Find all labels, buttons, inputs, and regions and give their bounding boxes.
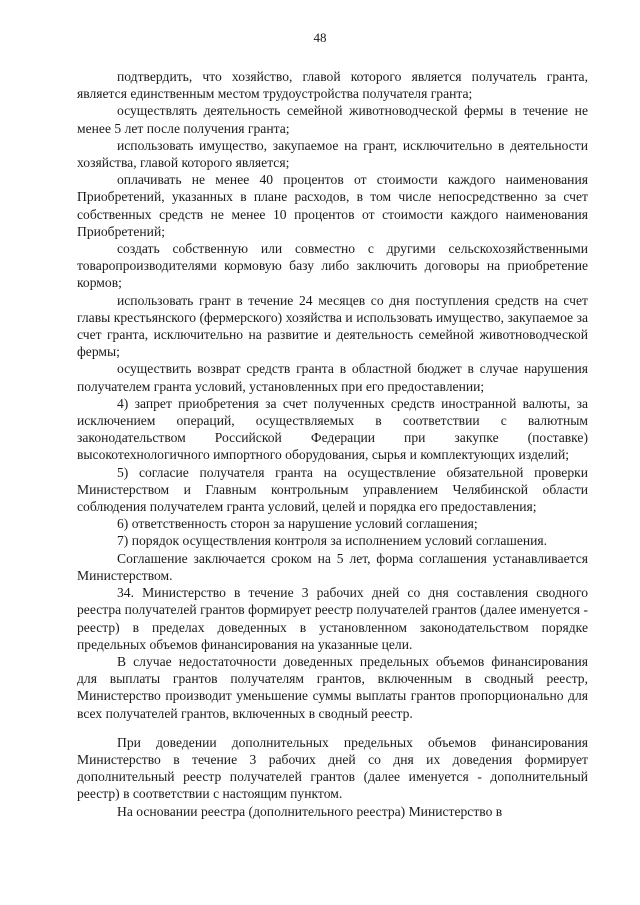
- paragraph: 4) запрет приобретения за счет полученных средств иностранной валюты, за исключением операций, осуществляемых в соответствии с валютным законодательством Российской Федерации при закупке (поставке) высокотехнологичного импортного оборудования, сырья и комплектующих изделий;: [77, 395, 588, 463]
- paragraph: 7) порядок осуществления контроля за исполнением условий соглашения.: [117, 533, 548, 549]
- paragraph: В случае недостаточности доведенных предельных объемов финансирования для выплаты грантов получателям грантов, включенным в сводный реестр, Министерство производит уменьшение суммы выплаты грантов пропорционально для всех получателей грантов, включенных в сводный реестр.: [77, 653, 588, 721]
- paragraph: подтвердить, что хозяйство, главой которого является получатель гранта, является единственным местом трудоустройства получателя гранта;: [77, 69, 588, 102]
- paragraph: использовать имущество, закупаемое на грант, исключительно в деятельности хозяйства, главой которого является;: [77, 137, 588, 171]
- paragraph: создать собственную или совместно с другими сельскохозяйственными товаропроизводителями кормовую базу либо заключить договоры на приобретение кормов;: [77, 241, 588, 291]
- paragraph: При доведении дополнительных предельных объемов финансирования Министерство в течение 3 рабочих дней со дня их доведения формирует дополнительный реестр получателей грантов (далее именуется - дополнительный реестр) в соответствии с настоящим пунктом.: [77, 734, 588, 802]
- paragraph: Соглашение заключается сроком на 5 лет, форма соглашения устанавливается Министерством.: [77, 550, 588, 583]
- document-body: [77, 68, 588, 820]
- page-number: 48: [313, 30, 327, 45]
- paragraph: 5) согласие получателя гранта на осуществление обязательной проверки Министерством и Главным контрольным управлением Челябинской области соблюдения получателем гранта условий, целей и порядка его предоставления;: [77, 464, 588, 515]
- paragraph: осуществить возврат средств гранта в областной бюджет в случае нарушения получателем гранта условий, установленных при его предоставлении;: [77, 361, 588, 394]
- paragraph: 34. Министерство в течение 3 рабочих дней со дня составления сводного реестра получателей грантов формирует реестр получателей грантов (далее именуется - реестр) в пределах доведенных в установленном законодательством порядке предельных объемов финансирования на указанные цели.: [77, 585, 588, 652]
- paragraph: использовать грант в течение 24 месяцев со дня поступления средств на счет главы крестьянского (фермерского) хозяйства и использовать имущество, закупаемое за счет гранта, исключительно на развитие и деятельность семейной животноводческой фермы;: [77, 292, 588, 360]
- paragraph: осуществлять деятельность семейной животноводческой фермы в течение не менее 5 лет после получения гранта;: [77, 103, 588, 136]
- paragraph: На основании реестра (дополнительного реестра) Министерство в: [117, 803, 503, 819]
- paragraph: 6) ответственность сторон за нарушение условий соглашения;: [117, 516, 478, 532]
- paragraph: оплачивать не менее 40 процентов от стоимости каждого наименования Приобретений, указанных в плане расходов, в том числе непосредственно за счет собственных средств не менее 10 процентов от стоимости каждого наименования Приобретений;: [77, 172, 588, 239]
